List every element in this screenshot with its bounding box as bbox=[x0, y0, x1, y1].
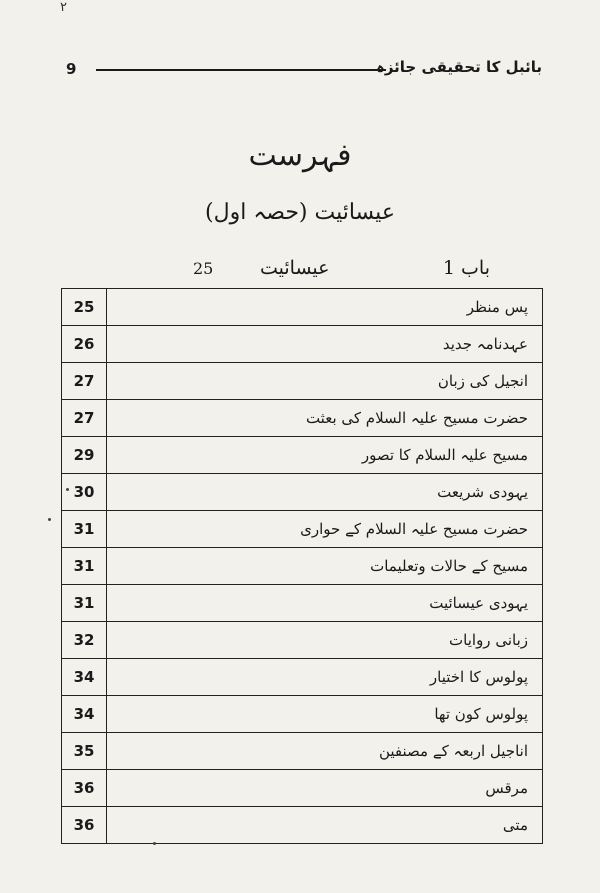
toc-row bbox=[62, 326, 543, 363]
toc-row bbox=[62, 511, 543, 548]
toc-entry-title: پولوس کا اختیار bbox=[107, 659, 543, 696]
book-title: بائبل کا تحقیقی جائزہ bbox=[376, 58, 542, 76]
chapter-page: 25 bbox=[193, 259, 214, 278]
toc-entry-title: مسیح کے حالات وتعلیمات bbox=[107, 548, 543, 585]
toc-entry-title: یہودی عیسائیت bbox=[107, 585, 543, 622]
toc-page-number: 32 bbox=[62, 622, 107, 659]
speck bbox=[48, 518, 51, 521]
toc-page-number: 36 bbox=[62, 770, 107, 807]
toc-entry-title: حضرت مسیح علیہ السلام کی بعثت bbox=[107, 400, 543, 437]
toc-entry-title: انجیل کی زبان bbox=[107, 363, 543, 400]
toc-page-number: 34 bbox=[62, 659, 107, 696]
toc-row bbox=[62, 400, 543, 437]
toc-row bbox=[62, 659, 543, 696]
toc-entry-title: پولوس کون تھا bbox=[107, 696, 543, 733]
toc-page-number: 35 bbox=[62, 733, 107, 770]
chapter-label: باب 1 bbox=[442, 257, 490, 279]
header-rule bbox=[96, 69, 386, 71]
corner-mark: ٢ bbox=[60, 0, 67, 15]
speck bbox=[153, 842, 156, 845]
toc-entry-title: متی bbox=[107, 807, 543, 844]
toc-entry-title: عہدنامہ جدید bbox=[107, 326, 543, 363]
toc-page-number: 26 bbox=[62, 326, 107, 363]
toc-page-number: 34 bbox=[62, 696, 107, 733]
toc-entry-title: پس منظر bbox=[107, 289, 543, 326]
toc-row bbox=[62, 289, 543, 326]
toc-table bbox=[61, 288, 543, 844]
toc-page-number: 27 bbox=[62, 363, 107, 400]
toc-entry-title: حضرت مسیح علیہ السلام کے حواری bbox=[107, 511, 543, 548]
toc-row bbox=[62, 363, 543, 400]
toc-page-number: 31 bbox=[62, 511, 107, 548]
toc-entry-title: اناجیل اربعہ کے مصنفین bbox=[107, 733, 543, 770]
toc-row bbox=[62, 474, 543, 511]
toc-entry-title: مسیح علیہ السلام کا تصور bbox=[107, 437, 543, 474]
toc-row bbox=[62, 585, 543, 622]
toc-entry-title: مرقس bbox=[107, 770, 543, 807]
toc-page-number: 36 bbox=[62, 807, 107, 844]
section-heading: عیسائیت (حصہ اول) bbox=[205, 200, 395, 225]
chapter-heading bbox=[190, 257, 490, 285]
speck bbox=[66, 488, 69, 491]
toc-page-number: 25 bbox=[62, 289, 107, 326]
toc-row bbox=[62, 770, 543, 807]
toc-row bbox=[62, 733, 543, 770]
page-number: 9 bbox=[66, 60, 77, 78]
toc-page-number: 31 bbox=[62, 585, 107, 622]
toc-page-number: 31 bbox=[62, 548, 107, 585]
toc-row bbox=[62, 622, 543, 659]
toc-entry-title: یہودی شریعت bbox=[107, 474, 543, 511]
toc-page-number: 29 bbox=[62, 437, 107, 474]
toc-row bbox=[62, 696, 543, 733]
toc-page-number: 27 bbox=[62, 400, 107, 437]
toc-entry-title: زبانی روایات bbox=[107, 622, 543, 659]
toc-row bbox=[62, 548, 543, 585]
chapter-title: عیسائیت bbox=[260, 257, 330, 279]
toc-row bbox=[62, 807, 543, 844]
toc-heading: فہرست bbox=[248, 138, 352, 173]
toc-page-number: 30 bbox=[62, 474, 107, 511]
running-header bbox=[62, 58, 542, 82]
toc-row bbox=[62, 437, 543, 474]
